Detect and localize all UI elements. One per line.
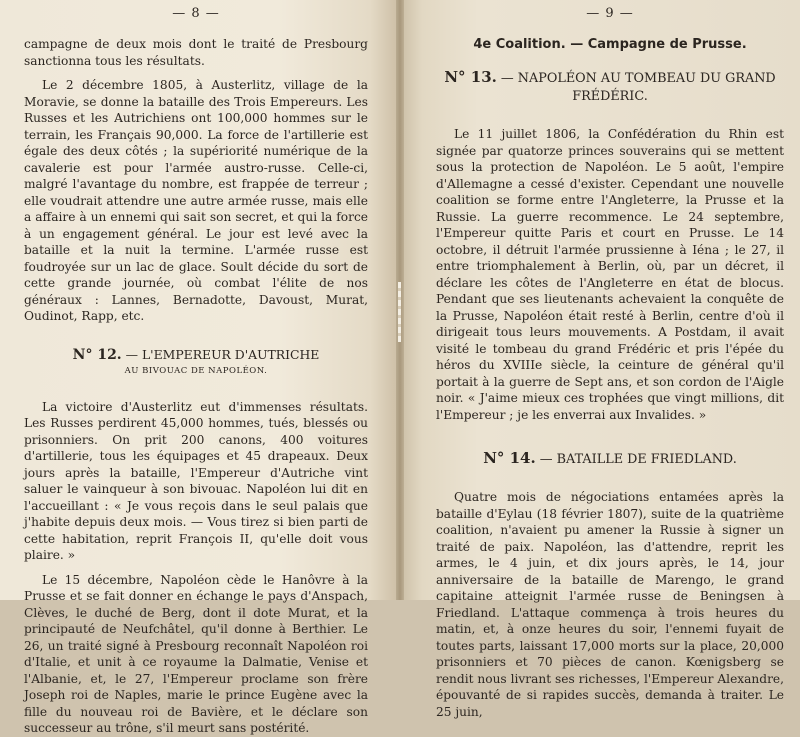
section-13-heading (436, 68, 784, 106)
campaign-heading: 4e Coalition. — Campagne de Prusse. (473, 37, 747, 52)
section-13-number: N° 13. (444, 68, 497, 86)
section-12-subtitle: AU BIVOUAC DE NAPOLÉON. (124, 365, 268, 376)
section-14-heading (436, 449, 784, 469)
left-paragraph-2: Le 2 décembre 1805, à Austerlitz, village de la Moravie, se donne la bataille des Trois Empereurs. Les Russes et les Autrichiens ont 100,000 hommes sur le terrain, les Français 90,000. La force de l'artillerie est égale des deux côtés ; la supériorité numérique de la cavalerie est pour l'armée austro-russe. Celle-ci, malgré l'avantage du nombre, est frappée de terreur ; elle voudrait attendre une autre armée russe, mais elle a affaire à un ennemi qui sait son secret, et qui la force à un engagement général. Le jour est levé avec la bataille et la nuit la termine. L'armée russe est foudroyée sur un lac de glace. Soult décide du sort de cette grande journée, où combat l'élite de nos généraux : Lannes, Bernadotte, Davoust, Murat, Oudinot, Rapp, etc. (24, 78, 368, 323)
left-paragraph-1: campagne de deux mois dont le traité de Presbourg sanctionna tous les résultats. (24, 37, 368, 68)
section-12-title: — L'EMPEREUR D'AUTRICHE (121, 346, 320, 362)
section-14-title: — BATAILLE DE FRIEDLAND. (535, 452, 737, 467)
left-paragraph-3: La victoire d'Austerlitz eut d'immenses résultats. Les Russes perdirent 45,000 hommes, tués, blessés ou prisonniers. On prit 200 canons, 400 voitures d'artillerie, tous les équipages et 45 drapeaux. Deux jours après la bataille, l'Empereur d'Autriche vint saluer le vainqueur à son bivouac. Napoléon lui dit en l'accueillant : « Je vous reçois dans le seul palais que j'habite depuis deux mois. — Vous tirez si bien parti de cette habitation, reprit François II, qu'elle doit vous plaire. » (24, 399, 368, 562)
binding-stitch (398, 282, 401, 342)
section-14-number: N° 14. (483, 449, 536, 467)
section-13-title: — NAPOLÉON AU TOMBEAU DU GRAND FRÉDÉRIC. (496, 71, 776, 104)
right-page-number: — 9 — (586, 6, 634, 21)
left-page-number: — 8 — (172, 6, 220, 21)
left-page (0, 0, 398, 735)
left-paragraph-4: Le 15 décembre, Napoléon cède le Hanôvre à la Prusse et se fait donner en échange le pays d'Anspach, Clèves, le duché de Berg, dont il dote Murat, et la principauté de Neufchâtel, qu'il donne à Berthier. Le 26, un traité signé à Presbourg reconnaît Napoléon roi d'Italie, et unit à ce royaume la Dalmatie, Venise et l'Albanie, et, le 27, l'Empereur proclame son frère Joseph roi de Naples, marie le prince Eugène avec la fille du nouveau roi de Bavière, et le déclare son successeur au trône, s'il meurt sans postérité. (24, 572, 368, 735)
section-12-heading (24, 347, 368, 363)
section-12-number: N° 12. (72, 346, 122, 363)
right-paragraph-1: Le 11 juillet 1806, la Confédération du Rhin est signée par quatorze princes souverains qui se mettent sous la protection de Napoléon. Le 5 août, l'empire d'Allemagne a cessé d'exister. Cependant une nouvelle coalition se forme entre l'Angleterre, la Prusse et la Russie. La guerre recommence. Le 24 septembre, l'Empereur quitte Paris et court en Prusse. Le 14 octobre, il détruit l'armée prussienne à Iéna ; le 27, il entre triomphalement à Berlin, où, par un décret, il déclare les côtes de l'Angleterre en état de blocus. Pendant que ses lieutenants achevaient la conquête de la Prusse, Napoléon était resté à Berlin, centre d'où il dirigeait tous leurs mouvements. A Postdam, il avait visité le tombeau du grand Frédéric et pris l'épée du héros du XVIIIe siècle, la ceinture de général qu'il portait à la guerre de Sept ans, et son cordon de l'Aigle noir. « J'aime mieux ces trophées que vingt millions, dit l'Empereur ; je les enverrai aux Invalides. » (436, 127, 784, 422)
right-paragraph-2: Quatre mois de négociations entamées après la bataille d'Eylau (18 février 1807), suite de la quatrième coalition, n'avaient pu amener la Russie à signer un traité de paix. Napoléon, las d'attendre, reprit les armes, le 4 juin, et dix jours après, le 14, jour anniversaire de la bataille de Marengo, le grand capitaine atteignit l'armée russe de Beningsen à Friedland. L'attaque commença à trois heures du matin, et, à onze heures du soir, l'ennemi fuyait de toutes parts, laissant 17,000 morts sur la place, 20,000 prisonniers et 70 pièces de canon. Kœnigsberg se rendit nous livrant ses richesses, l'Empereur Alexandre, épouvanté de si rapides succès, demanda à traiter. Le 25 juin, (436, 490, 784, 719)
right-page (398, 0, 800, 719)
